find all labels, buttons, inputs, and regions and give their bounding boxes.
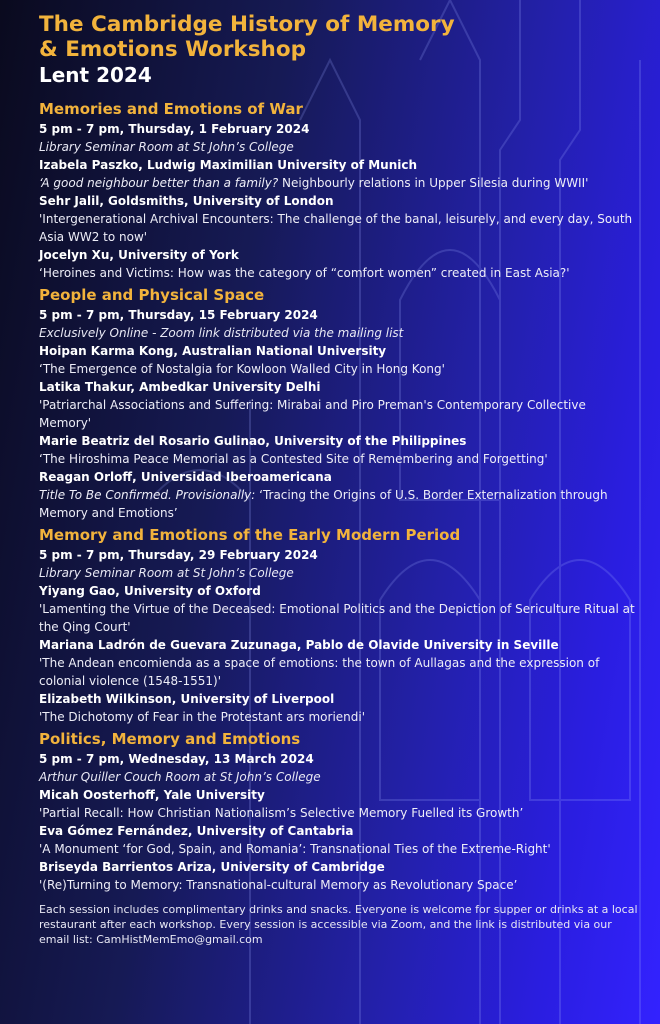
speaker-name: Mariana Ladrón de Guevara Zuzunaga, Pablo de Olavide University in Seville [39, 638, 559, 652]
talk-title-text: 'A Monument ‘for God, Spain, and Romania’: Transnational Ties of the Extreme-Right' [39, 842, 551, 856]
speaker-name: Marie Beatriz del Rosario Gulinao, University of the Philippines [39, 434, 467, 448]
talk-title-text: ‘Tracing the Origins of U.S. Border Externalization through Memory and Emotions’ [39, 488, 608, 520]
session-venue: Arthur Quiller Couch Room at St John’s College [39, 770, 321, 784]
section-title: Memories and Emotions of War [39, 100, 303, 118]
talk-title-text: 'The Andean encomienda as a space of emotions: the town of Aullagas and the expression of colonial violence (1548-1551)' [39, 656, 600, 688]
talk-title [39, 360, 639, 378]
section-title: Politics, Memory and Emotions [39, 730, 301, 748]
poster-title-line1: The Cambridge History of Memory [39, 12, 455, 37]
session-date: 5 pm - 7 pm, Thursday, 15 February 2024 [39, 308, 318, 322]
talk-title-text: 'Lamenting the Virtue of the Deceased: Emotional Politics and the Depiction of Sericulture Ritual at the Qing Court' [39, 602, 635, 634]
talk-title-text: 'The Dichotomy of Fear in the Protestant ars moriendi' [39, 710, 366, 724]
speaker-name: Reagan Orloff, Universidad Iberoamericana [39, 470, 332, 484]
session-venue: Library Seminar Room at St John’s College [39, 140, 294, 154]
talk-title-text: ‘Heroines and Victims: How was the category of “comfort women” created in East Asia?' [39, 266, 570, 280]
term-label: Lent 2024 [39, 63, 152, 87]
talk-title-text: ‘The Hiroshima Peace Memorial as a Contested Site of Remembering and Forgetting' [39, 452, 548, 466]
session-venue: Library Seminar Room at St John’s College [39, 566, 294, 580]
session-section [39, 284, 639, 522]
session-date: 5 pm - 7 pm, Thursday, 29 February 2024 [39, 548, 318, 562]
talk-title-italic: ‘A good neighbour better than a family? [39, 176, 279, 190]
speaker-name: Sehr Jalil, Goldsmiths, University of London [39, 194, 334, 208]
talk-title-text: 'Partial Recall: How Christian Nationalism’s Selective Memory Fuelled its Growth’ [39, 806, 524, 820]
sessions-list [39, 98, 639, 894]
speaker-name: Hoipan Karma Kong, Australian National University [39, 344, 387, 358]
talk-title [39, 654, 639, 690]
talk-title [39, 174, 639, 192]
session-section [39, 728, 639, 894]
speaker-name: Micah Oosterhoff, Yale University [39, 788, 265, 802]
talk-title [39, 840, 639, 858]
talk-title [39, 804, 639, 822]
workshop-poster [39, 12, 639, 947]
talk-title-text: 'Patriarchal Associations and Suffering: Mirabai and Piro Preman's Contemporary Collective Memory' [39, 398, 586, 430]
speaker-name: Eva Gómez Fernández, University of Cantabria [39, 824, 354, 838]
talk-title-text: Neighbourly relations in Upper Silesia during WWII' [278, 176, 589, 190]
session-section [39, 98, 639, 282]
speaker-name: Latika Thakur, Ambedkar University Delhi [39, 380, 321, 394]
talk-title [39, 600, 639, 636]
talk-title-text: ‘The Emergence of Nostalgia for Kowloon Walled City in Hong Kong' [39, 362, 445, 376]
session-section [39, 524, 639, 726]
footer-note: Each session includes complimentary drinks and snacks. Everyone is welcome for supper or drinks at a local restaurant after each workshop. Every session is accessible via Zoom, and the link is distributed via our email list: CamHistMemEmo@gmail.com [39, 903, 638, 946]
speaker-name: Yiyang Gao, University of Oxford [39, 584, 261, 598]
speaker-name: Izabela Paszko, Ludwig Maximilian University of Munich [39, 158, 418, 172]
talk-title [39, 876, 639, 894]
talk-title [39, 396, 639, 432]
session-date: 5 pm - 7 pm, Thursday, 1 February 2024 [39, 122, 310, 136]
talk-title-text: 'Intergenerational Archival Encounters: The challenge of the banal, leisurely, and every day, South Asia WW2 to now' [39, 212, 633, 244]
section-title: Memory and Emotions of the Early Modern Period [39, 526, 461, 544]
speaker-name: Jocelyn Xu, University of York [39, 248, 239, 262]
session-date: 5 pm - 7 pm, Wednesday, 13 March 2024 [39, 752, 314, 766]
talk-title [39, 486, 639, 522]
talk-title [39, 708, 639, 726]
talk-title-italic: Title To Be Confirmed. Provisionally: [39, 488, 256, 502]
talk-title [39, 210, 639, 246]
speaker-name: Briseyda Barrientos Ariza, University of Cambridge [39, 860, 385, 874]
session-venue: Exclusively Online - Zoom link distributed via the mailing list [39, 326, 404, 340]
talk-title [39, 264, 639, 282]
talk-title [39, 450, 639, 468]
section-title: People and Physical Space [39, 286, 265, 304]
poster-title-line2: & Emotions Workshop [39, 37, 306, 62]
speaker-name: Elizabeth Wilkinson, University of Liverpool [39, 692, 335, 706]
talk-title-text: '(Re)Turning to Memory: Transnational-cultural Memory as Revolutionary Space’ [39, 878, 518, 892]
